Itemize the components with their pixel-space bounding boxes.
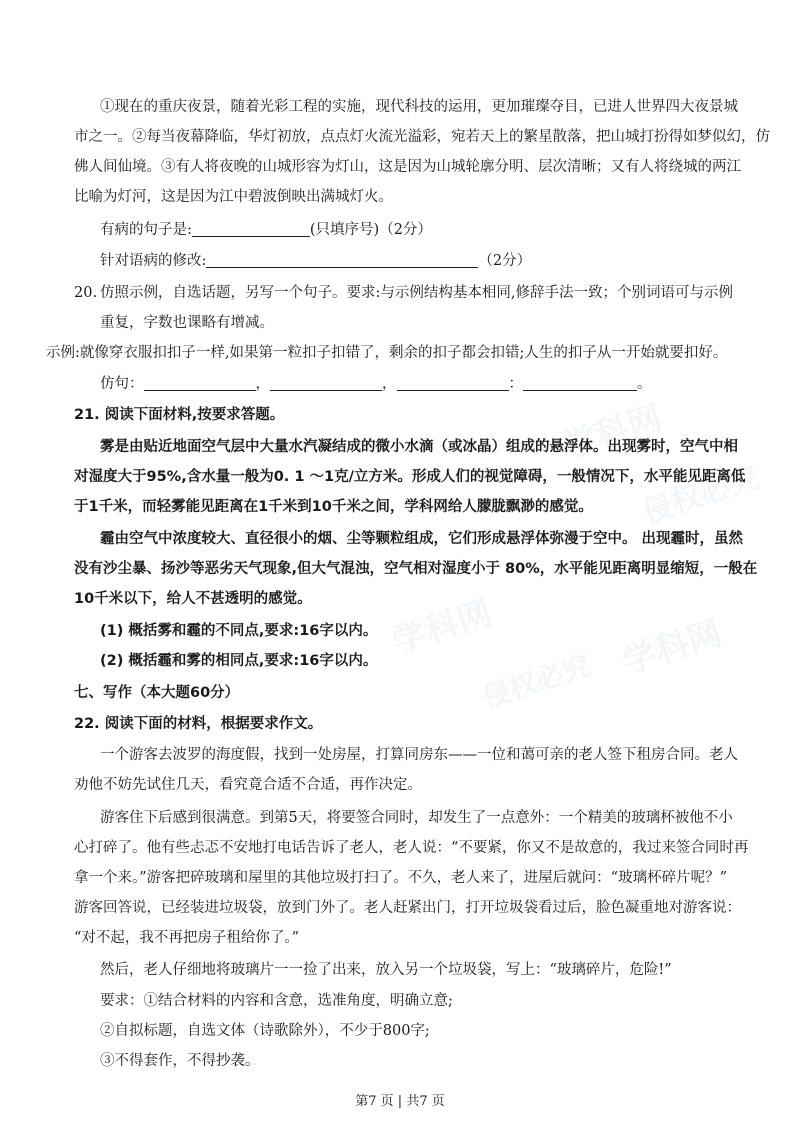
q21-paragraph-line: 霾由空气中浓度较大、直径很小的烟、尘等颗粒组成，它们形成悬浮体弥漫于空中。 出现霾时，虽然 <box>100 531 744 547</box>
imitate-blank-1[interactable] <box>144 375 256 391</box>
watermark: 侵权必究 <box>478 648 595 715</box>
imitate-blank-2[interactable] <box>270 375 382 391</box>
story-line: 游客住下后感到很满意。到第5天，将要签合同时，却发生了一点意外：一个精美的玻璃杯被他不小 <box>100 810 733 826</box>
watermark: 学科网 <box>557 398 667 468</box>
imitate-blank-4[interactable] <box>523 375 637 391</box>
story-line: 心打碎了。他有些忐忑不安地打电话告诉了老人，老人说：“不要紧，你又不是故意的，我过来签合同时再 <box>74 840 749 856</box>
separator: ， <box>382 376 397 392</box>
sick-sentence-suffix: (只填序号)（2分） <box>309 222 432 238</box>
q19-paragraph-line: 市之一。②每当夜幕降临，华灯初放，点点灯火流光溢彩，宛若天上的繁星散落，把山城打扮得如梦似幻，仿 <box>74 129 770 145</box>
q20-prompt-line <box>74 283 733 303</box>
q19-paragraph-line: 佛人间仙境。③有人将夜晚的山城形容为灯山，这是因为山城轮廓分明、层次清晰；又有人将绕城的两江 <box>74 159 741 175</box>
requirement-line: 要求：①结合材料的内容和含意，选准角度，明确立意; <box>100 993 453 1009</box>
q21-heading: 21. 阅读下面材料,按要求答题。 <box>74 407 285 423</box>
q21-paragraph-line: 对湿度大于95%,含水量一般为0. 1 ～1克/立方米。形成人们的视觉障碍，一般情况下，水平能见距离低 <box>74 469 746 485</box>
story-line: 游客回答说，已经装进垃圾袋，放到门外了。老人赶紧出门，打开垃圾袋看过后，脸色凝重地对游客说： <box>74 900 741 916</box>
q20-text: 仿照示例，自选话题，另写一个句子。要求:与示例结构基本相同,修辞手法一致；个别词语可与示例 <box>100 285 733 301</box>
requirement-line: ②自拟标题，自选文体（诗歌除外），不少于800字; <box>100 1023 430 1039</box>
separator: 。 <box>637 376 652 392</box>
imitate-blank-3[interactable] <box>397 375 509 391</box>
imitate-label: 仿句： <box>100 376 144 392</box>
story-line: 一个游客去波罗的海度假，找到一处房屋，打算同房东——一位和蔼可亲的老人签下租房合同。老人 <box>100 747 738 763</box>
story-line: 然后，老人仔细地将玻璃片一一捡了出来，放入另一个垃圾袋，写上：“玻璃碎片，危险!” <box>100 962 672 978</box>
watermark: 学科网 <box>387 593 497 663</box>
requirement-line: ③不得套作，不得抄袭。 <box>100 1053 260 1069</box>
q20-imitate-row <box>100 374 652 394</box>
separator: ， <box>255 376 270 392</box>
story-line: 劝他不妨先试住几天，看究竟合适不合适，再作决定。 <box>74 777 422 793</box>
q21-paragraph-line: 雾是由贴近地面空气层中大量水汽凝结成的微小水滴（或冰晶）组成的悬浮体。出现雾时，空气中相 <box>100 439 738 455</box>
sick-sentence-label: 有病的句子是: <box>100 222 192 238</box>
q21-paragraph-line: 10千米以下，给人不甚透明的感觉。 <box>74 591 312 607</box>
separator: ： <box>508 376 523 392</box>
correction-label: 针对语病的修改: <box>100 253 207 269</box>
q21-paragraph-line: 于1千米，而轻雾能见距离在1千米到10千米之间，学科网给人朦胧飘渺的感觉。 <box>74 499 593 515</box>
story-line: “对不起，我不再把房子租给你了。” <box>74 930 300 946</box>
q19-paragraph-line: 比喻为灯河，这是因为江中碧波倒映出满城灯火。 <box>74 189 393 205</box>
correction-suffix: （2分） <box>478 253 532 269</box>
watermark: 侵权必究 <box>638 460 764 531</box>
q19-correction-row <box>100 251 531 271</box>
sick-sentence-blank[interactable] <box>192 221 310 237</box>
q21-subquestion-1: (1) 概括雾和霾的不同点,要求:16字以内。 <box>100 623 378 639</box>
q21-subquestion-2: (2) 概括霾和雾的相同点,要求:16字以内。 <box>100 653 378 669</box>
section-heading: 七、写作（本大题60分） <box>74 685 240 701</box>
q22-prompt: 22. 阅读下面的材料，根据要求作文。 <box>74 716 323 732</box>
watermark: 学科网 <box>617 613 727 683</box>
correction-blank[interactable] <box>206 252 478 268</box>
q20-example: 示例:就像穿衣服扣扣子一样,如果第一粒扣子扣错了，剩余的扣子都会扣错;人生的扣子从一开始就要扣好。 <box>46 345 728 361</box>
story-line: 拿一个来。”游客把碎玻璃和屋里的其他垃圾打扫了。不久，老人来了，进屋后就问：“玻璃杯碎片呢？” <box>74 870 727 886</box>
q20-prompt-line: 重复，字数也课略有增减。 <box>100 315 274 331</box>
q19-paragraph-line: ①现在的重庆夜景，随着光彩工程的实施，现代科技的运用，更加璀璨夺目，已进人世界四大夜景城 <box>100 99 738 115</box>
q19-sick-sentence-row <box>100 220 432 240</box>
q20-number: 20. <box>74 285 98 301</box>
q21-paragraph-line: 没有沙尘暴、扬沙等恶劣天气现象,但大气混浊，空气相对湿度小于 80%，水平能见距离明显缩短，一般在 <box>74 561 758 577</box>
page-footer: 第7 页 | 共7 页 <box>355 1094 445 1109</box>
